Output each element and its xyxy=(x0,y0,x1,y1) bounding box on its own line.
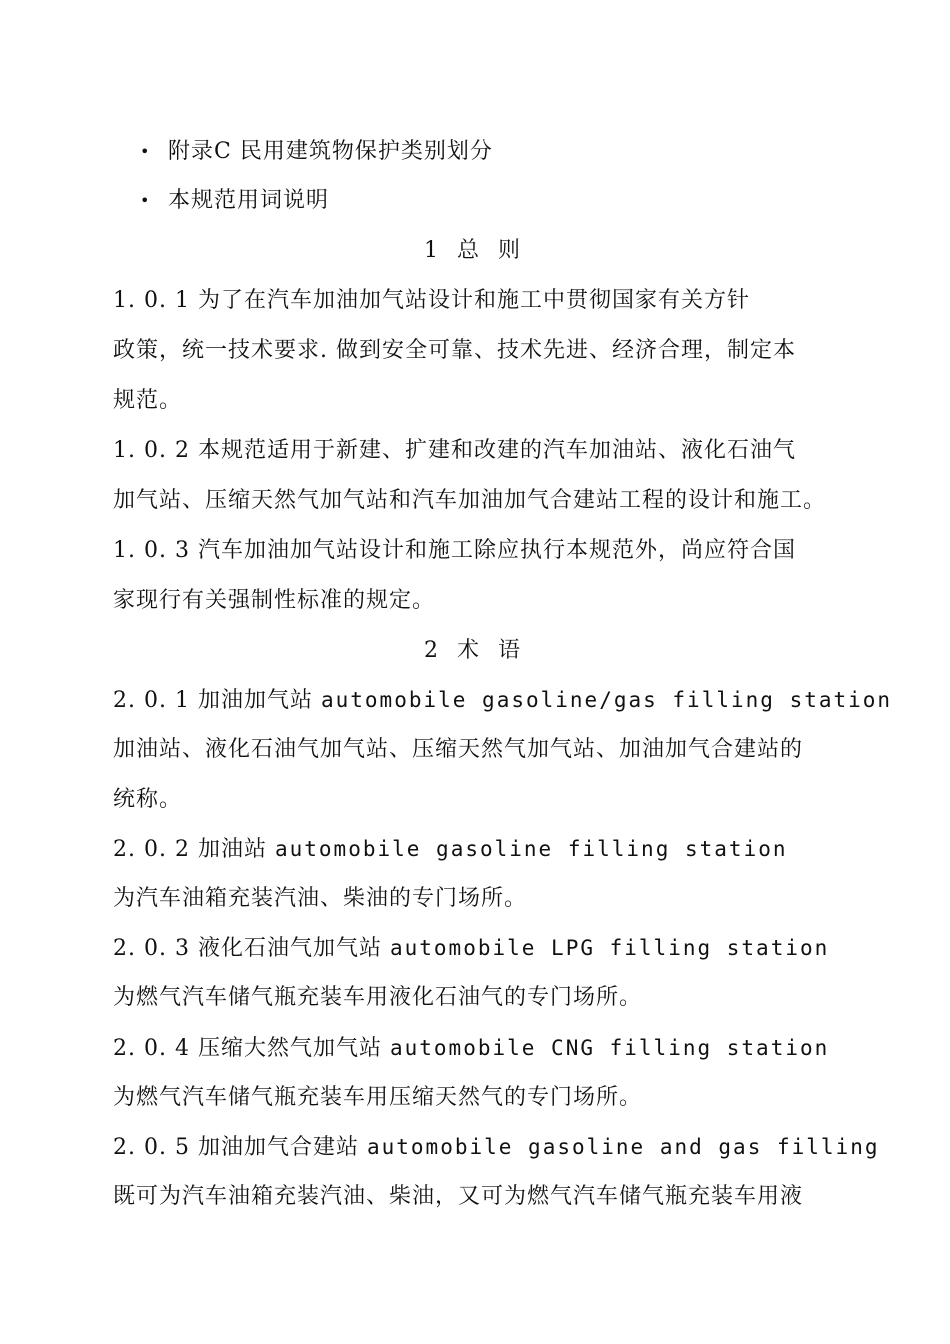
term-definition: 统称。 xyxy=(113,787,183,812)
term-number: 2. 0. 2 xyxy=(113,837,190,862)
paragraph-line: 家现行有关强制性标准的规定。 xyxy=(113,588,436,613)
paragraph-line: 规范。 xyxy=(113,388,183,413)
term-chinese: 压缩大然气加气站 xyxy=(197,1036,382,1061)
term-heading xyxy=(113,685,892,716)
toc-item-label: 附录C 民用建筑物保护类别划分 xyxy=(168,139,493,164)
chapter-heading: 1 总 则 xyxy=(424,238,526,263)
term-chinese: 加油站 xyxy=(197,837,267,862)
toc-item[interactable] xyxy=(140,137,493,167)
paragraph-line: 1. 0. 3 汽车加油加气站设计和施工除应执行本规范外，尚应符合国 xyxy=(113,538,796,563)
term-number: 2. 0. 1 xyxy=(113,688,190,713)
term-heading xyxy=(113,1132,880,1163)
bullet-icon: • xyxy=(140,142,151,161)
term-chinese: 加油加气合建站 xyxy=(197,1135,359,1160)
term-definition: 为汽车油箱充装汽油、柴油的专门场所。 xyxy=(113,886,528,911)
toc-item-label: 本规范用词说明 xyxy=(168,188,330,213)
paragraph-line: 政策，统一技术要求. 做到安全可靠、技术先进、经济合理，制定本 xyxy=(113,338,796,363)
bullet-icon: • xyxy=(140,191,151,210)
term-number: 2. 0. 5 xyxy=(113,1135,190,1160)
term-definition: 为燃气汽车储气瓶充装车用液化石油气的专门场所。 xyxy=(113,985,643,1010)
term-english: automobile gasoline/gas filling station xyxy=(320,688,893,712)
paragraph-line: 1. 0. 2 本规范适用于新建、扩建和改建的汽车加油站、液化石油气 xyxy=(113,438,796,463)
term-heading xyxy=(113,834,788,865)
term-chinese: 加油加气站 xyxy=(197,688,313,713)
term-english: automobile gasoline and gas filling xyxy=(366,1135,880,1159)
term-definition: 既可为汽车油箱充装汽油、柴油，又可为燃气汽车储气瓶充装车用液 xyxy=(113,1184,804,1209)
term-definition: 加油站、液化石油气加气站、压缩天然气加气站、加油加气合建站的 xyxy=(113,737,804,762)
term-english: automobile gasoline filling station xyxy=(274,837,788,861)
term-heading xyxy=(113,1033,829,1064)
term-chinese: 液化石油气加气站 xyxy=(197,936,382,961)
chapter-heading: 2 术 语 xyxy=(424,638,526,663)
term-number: 2. 0. 4 xyxy=(113,1036,190,1061)
term-english: automobile CNG filling station xyxy=(389,1036,830,1060)
term-number: 2. 0. 3 xyxy=(113,936,190,961)
term-heading xyxy=(113,933,829,964)
toc-item[interactable] xyxy=(140,186,329,216)
term-english: automobile LPG filling station xyxy=(389,936,830,960)
term-definition: 为燃气汽车储气瓶充装车用压缩天然气的专门场所。 xyxy=(113,1085,643,1110)
paragraph-line: 加气站、压缩天然气加气站和汽车加油加气合建站工程的设计和施工。 xyxy=(113,488,827,513)
paragraph-line: 1. 0. 1 为了在汽车加油加气站设计和施工中贯彻国家有关方针 xyxy=(113,288,750,313)
